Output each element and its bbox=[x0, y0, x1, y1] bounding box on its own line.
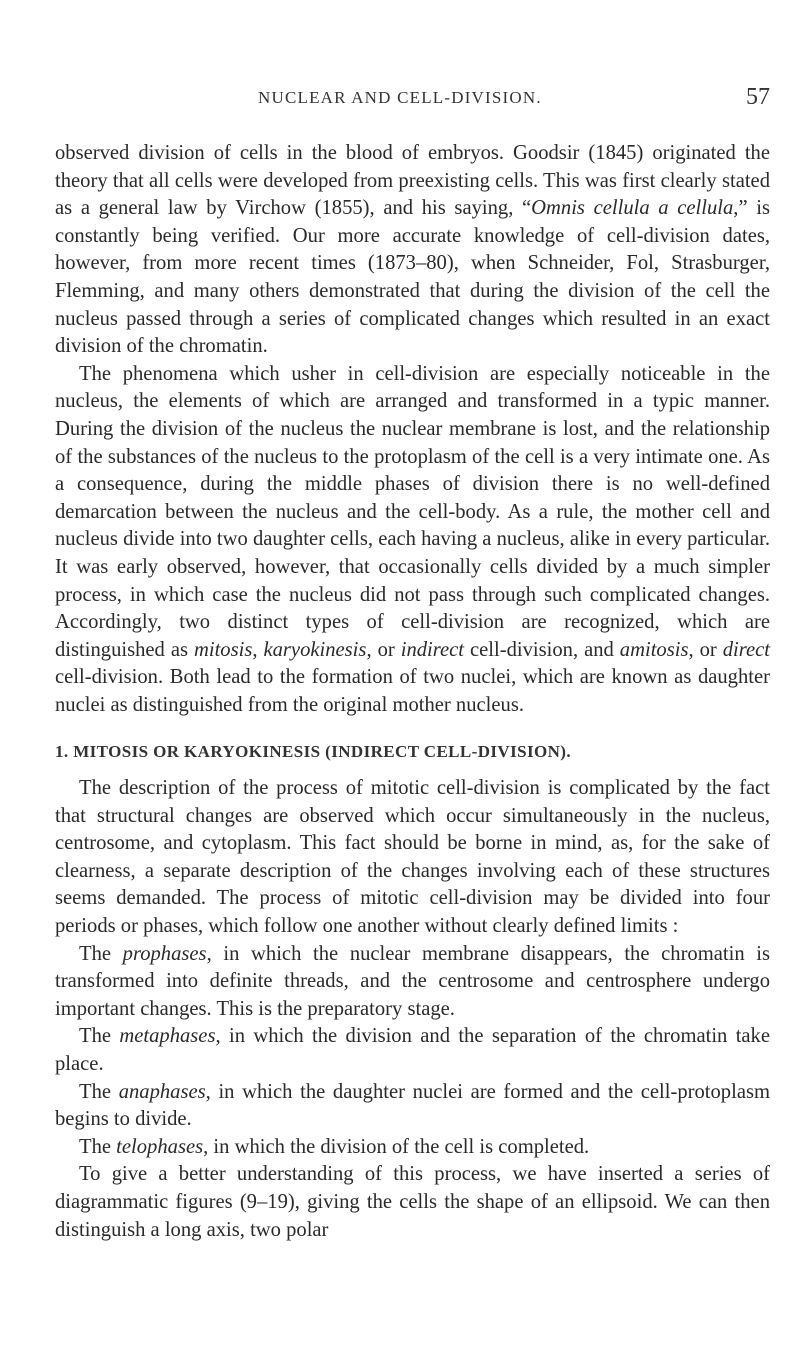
paragraph-anaphases: The anaphases, in which the daughter nuclei are formed and the cell-protoplasm begins to divide. bbox=[55, 1080, 771, 1131]
term-metaphases: metaphases bbox=[119, 1025, 216, 1048]
running-title: NUCLEAR AND CELL-DIVISION. bbox=[258, 88, 542, 107]
term-karyokinesis: karyokinesis bbox=[263, 638, 367, 661]
term-telophases: telophases bbox=[116, 1135, 204, 1158]
body-text bbox=[55, 140, 770, 1244]
term-amitosis: amitosis bbox=[619, 638, 689, 661]
paragraph-division-phenomena: The phenomena which usher in cell-division are especially noticeable in the nucleus, the elements of which are arranged and transformed in a typic manner. During the division of the nucleus the nuclear membrane is lost, and the relationship of the substances of the nucleus to the protoplasm of the cell is a very intimate one. As a consequence, during the middle phases of division there is no well-defined demarcation between the nucleus and the cell-body. As a rule, the mother cell and nucleus divide into two daughter cells, each having a nucleus, alike in every particular. It was early observed, however, that occasionally cells divided by a much simpler process, in which case the nucleus did not pass through such complicated changes. Accordingly, two distinct types of cell-division are recognized, which are distinguished as mitosis, karyokinesis, or indirect cell-division, and amitosis, or direct cell-division. Both lead to the formation of two nuclei, which are known as daughter nuclei as distinguished from the original mother nucleus. bbox=[55, 362, 771, 716]
term-prophases: prophases bbox=[122, 942, 207, 965]
section-heading-mitosis: 1. MITOSIS OR KARYOKINESIS (INDIRECT CELL-DIVISION). bbox=[55, 742, 571, 762]
paragraph-telophases: The telophases, in which the division of the cell is completed. bbox=[79, 1135, 590, 1158]
page-number: 57 bbox=[746, 84, 770, 110]
paragraph-metaphases: The metaphases, in which the division and the separation of the chromatin take place. bbox=[55, 1025, 770, 1075]
paragraph-mitosis-description: The description of the process of mitotic cell-division is complicated by the fact that structural changes are observed which occur simultaneously in the nucleus, centrosome, and cytoplasm. This fact should be borne in mind, as, for the sake of clearness, a separate description of the changes involving each of these structures seems demanded. The process of mitotic cell-division may be divided into four periods or phases, which follow one another without clearly defined limits : bbox=[55, 777, 770, 938]
term-mitosis: mitosis bbox=[193, 638, 253, 661]
paragraph-cell-theory-history: observed division of cells in the blood of embryos. Goodsir (1845) originated the theory that all cells were developed from preexisting cells. This was first clearly stated as a general law by Virchow (1855), and his saying, “Omnis cellula a cellula,” is constantly being verified. Our more accurate knowledge of cell-division dates, however, from more recent times (1873–80), when Schneider, Fol, Strasburger, Flemming, and many others demonstrated that during the division of the cell the nucleus passed through a series of complicated changes which resulted in an exact division of the chromatin. bbox=[55, 142, 770, 358]
term-indirect: indirect bbox=[400, 638, 465, 661]
latin-phrase: Omnis cellula a cellula bbox=[531, 197, 734, 220]
paragraph-diagram-intro: To give a better understanding of this process, we have inserted a series of diagrammatic figures (9–19), giving the cells the shape of an ellipsoid. We can then distinguish a long axis, two polar bbox=[55, 1163, 770, 1241]
paragraph-prophases: The prophases, in which the nuclear membrane disappears, the chromatin is transformed into definite threads, and the centrosome and centrosphere undergo important changes. This is the preparatory stage. bbox=[55, 942, 770, 1020]
term-direct: direct bbox=[722, 638, 771, 661]
term-anaphases: anaphases bbox=[118, 1080, 206, 1103]
